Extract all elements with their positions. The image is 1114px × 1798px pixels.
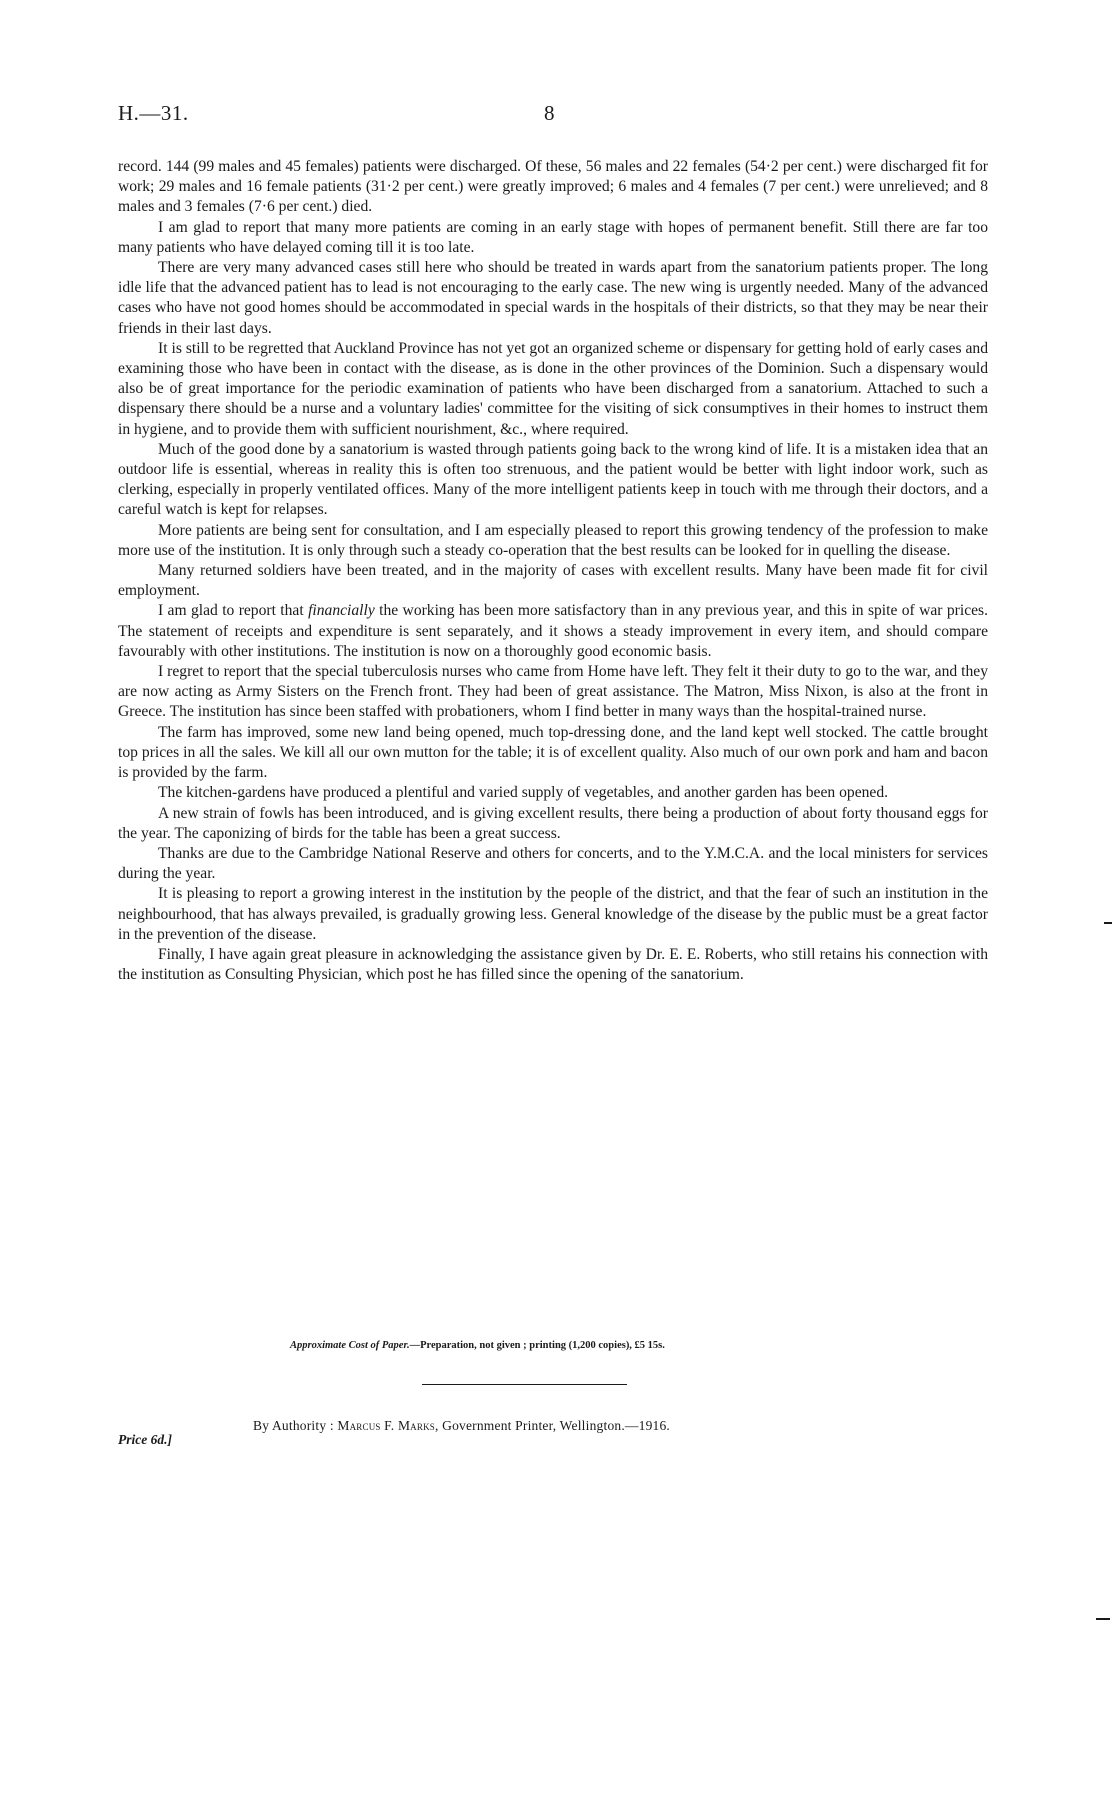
paragraph-financial [118,601,988,662]
paragraph-kitchen-gardens: The kitchen-gardens have produced a plentiful and varied supply of vegetables, and another garden has been opened. [158,784,889,802]
cost-note-text: —Preparation, not given ; printing (1,200 copies), £5 15s. [409,1340,665,1351]
paragraph-early-stage: I am glad to report that many more patients are coming in an early stage with hopes of permanent benefit. Still there are far too many patients who have delayed coming till it is too late. [118,218,988,256]
paragraph-public-interest: It is pleasing to report a growing interest in the institution by the people of the district, and that the fear of such an institution in the neighbourhood, that has always prevailed, is gradually growing less. General knowledge of the disease by the public must be a great factor in the prevention of the disease. [118,885,988,943]
imprint-suffix: , Government Printer, Wellington.—1916. [434,1418,670,1433]
paragraph-finally: Finally, I have again great pleasure in acknowledging the assistance given by Dr. E. E. Roberts, who still retains his connection with the institution as Consulting Physician, which post he has filled since the opening of the sanatorium. [118,945,988,984]
financial-emphasis: financially [308,602,375,620]
financial-text-after: the working has been more satisfactory than in any previous year, and this in spite of war prices. The statement of receipts and expenditure is sent separately, and it shows a steady improvement in every item, and should compare favourably with other institutions. The institution is now on a thoroughly good economic basis. [118,602,988,660]
imprint-printer: Marcus F. Marks [337,1418,435,1433]
imprint-divider [422,1384,627,1385]
paragraph-fowls: A new strain of fowls has been introduced, and is giving excellent results, there being a production of about forty thousand eggs for the year. The caponizing of birds for the table has been a great success. [118,804,988,842]
financial-text-before: I am glad to report that [158,602,309,620]
paragraph-nurses: I regret to report that the special tuberculosis nurses who came from Home have left. They felt it their duty to go to the war, and they are now acting as Army Sisters on the French front. They had been of great assistance. The Matron, Miss Nixon, is also at the front in Greece. The institution has since been staffed with probationers, whom I find better in many ways than the hospital-trained nurse. [118,663,988,721]
cost-of-paper-note [290,1340,910,1351]
paragraph-returned-soldiers: Many returned soldiers have been treated, and in the majority of cases with excellent results. Many have been made fit for civil employment. [118,562,988,600]
paragraph-wrong-life: Much of the good done by a sanatorium is wasted through patients going back to the wrong kind of life. It is a mistaken idea that an outdoor life is essential, whereas in reality this is often too strenuous, and the patient would be better with light indoor work, such as clerking, especially in properly ventilated offices. Many of the more intelligent patients keep in touch with me through their doctors, and a careful watch is kept for relapses. [118,440,988,519]
margin-mark [1104,922,1112,924]
paragraph-thanks: Thanks are due to the Cambridge National Reserve and others for concerts, and to the Y.M.C.A. and the local ministers for services during the year. [118,844,988,883]
price-label: Price 6d.] [118,1432,172,1447]
imprint-prefix: By Authority : [253,1418,338,1433]
paragraph-advanced-cases: There are very many advanced cases still here who should be treated in wards apart from the sanatorium patients proper. The long idle life that the advanced patient has to lead is not encouraging to the early case. The new wing is urgently needed. Many of the advanced cases who have not good homes should be accommodated in special wards in the hospitals of their districts, so that they may be near their friends in their last days. [118,259,988,337]
report-body [118,157,988,985]
cost-note-label: Approximate Cost of Paper. [290,1340,410,1351]
paragraph-discharges: record. 144 (99 males and 45 females) patients were discharged. Of these, 56 males and 22 females (54·2 per cent.) were discharged fit for work; 29 males and 16 female patients (31·2 per cent.) were greatly improved; 6 males and 4 females (7 per cent.) were unrelieved; and 8 males and 3 females (7·6 per cent.) died. [118,158,988,216]
paragraph-farm: The farm has improved, some new land being opened, much top-dressing done, and the land kept well stocked. The cattle brought top prices in all the sales. We kill all our own mutton for the table; it is of excellent quality. Also much of our own pork and ham and bacon is provided by the farm. [118,723,988,782]
printer-imprint [253,1418,670,1434]
paragraph-dispensary: It is still to be regretted that Auckland Province has not yet got an organized scheme or dispensary for getting hold of early cases and examining those who have been in contact with the disease, as is done in the other provinces of the Dominion. Such a dispensary would also be of great importance for the periodic examination of patients who have been discharged from a sanatorium. Attached to such a dispensary there should be a nurse and a voluntary ladies' committee for the visiting of sick consumptives in their homes to instruct them in hygiene, and to provide them with sufficient nourishment, &c., where required. [118,339,988,438]
page-number: 8 [544,101,555,125]
page-identifier: H.—31. [118,101,189,125]
paragraph-consultation: More patients are being sent for consultation, and I am especially pleased to report this growing tendency of the profession to make more use of the institution. It is only through such a steady co-operation that the best results can be looked for in quelling the disease. [118,521,988,559]
margin-mark [1096,1618,1110,1620]
